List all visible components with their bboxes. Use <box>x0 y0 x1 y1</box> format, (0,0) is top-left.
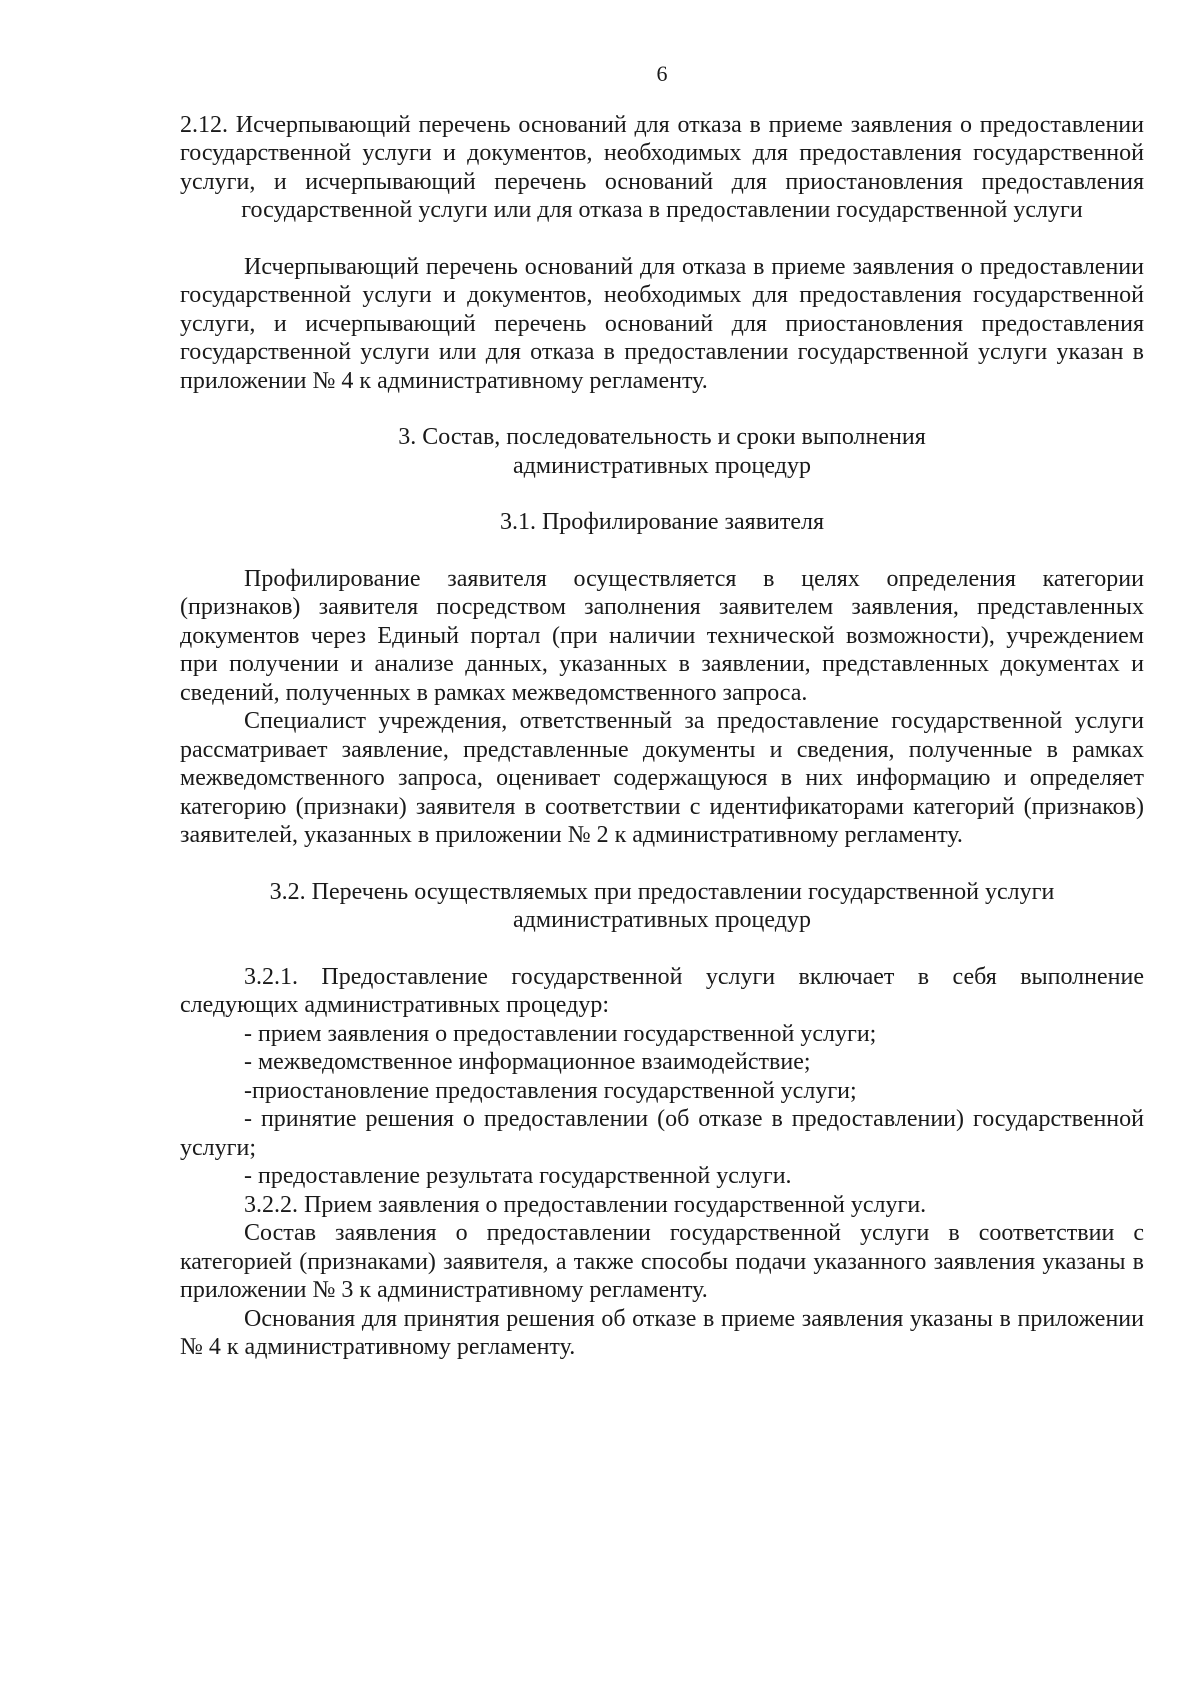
spacer <box>180 537 1144 565</box>
section-3-heading <box>180 423 1144 480</box>
section-3-heading-line1: 3. Состав, последовательность и сроки выполнения <box>398 424 926 450</box>
spacer <box>180 225 1144 253</box>
list-item: - предоставление результата государственной услуги. <box>244 1163 792 1189</box>
section-3-2-1-intro: 3.2.1. Предоставление государственной услуги включает в себя выполнение следующих административных процедур: <box>180 963 1144 1018</box>
page-number: 6 <box>656 61 668 86</box>
spacer <box>180 480 1144 508</box>
section-3-1-heading: 3.1. Профилирование заявителя <box>499 509 825 535</box>
procedure-list <box>180 1020 1144 1191</box>
list-item: - прием заявления о предоставлении государственной услуги; <box>244 1020 877 1047</box>
list-item: - принятие решения о предоставлении (об отказе в предоставлении) государственной услуги; <box>180 1106 1144 1161</box>
section-3-2-2-heading: 3.2.2. Прием заявления о предоставлении государственной услуги. <box>244 1191 927 1218</box>
section-3-1-paragraph-2: Специалист учреждения, ответственный за предоставление государственной услуги рассматривает заявление, представленные документы и сведения, полученные в рамках межведомственного запроса, оценивает содержащуюся в них информацию и определяет категорию (признаки) заявителя в соответствии с идентификаторами категорий (признаков) заявителей, указанных в приложении № 2 к административному регламенту. <box>180 708 1144 848</box>
spacer <box>180 935 1144 963</box>
section-2-12-heading: 2.12. Исчерпывающий перечень оснований для отказа в приеме заявления о предоставлении государственной услуги и документов, необходимых для предоставления государственной услуги, и исчерпывающий перечень оснований для приостановления предоставления государственной услуги или для отказа в предоставлении государственной услуги <box>180 111 1144 223</box>
spacer <box>180 850 1144 878</box>
section-2-12-paragraph: Исчерпывающий перечень оснований для отказа в приеме заявления о предоставлении государственной услуги и документов, необходимых для предоставления государственной услуги, и исчерпывающий перечень оснований для приостановления предоставления государственной услуги или для отказа в предоставлении государственной услуги указан в приложении № 4 к административному регламенту. <box>180 253 1144 394</box>
spacer <box>180 395 1144 423</box>
section-3-2-2-composition: Состав заявления о предоставлении государственной услуги в соответствии с категорией (признаками) заявителя, а также способы подачи указанного заявления указаны в приложении № 3 к административному регламенту. <box>180 1220 1144 1303</box>
section-3-2-heading-line1: 3.2. Перечень осуществляемых при предоставлении государственной услуги <box>269 878 1055 905</box>
section-3-2-heading <box>180 878 1144 935</box>
section-3-2-heading-line2: административных процедур <box>513 907 811 933</box>
list-item: - межведомственное информационное взаимодействие; <box>244 1049 811 1075</box>
section-3-heading-line2: административных процедур <box>513 452 811 479</box>
section-3-1-paragraph-1: Профилирование заявителя осуществляется в целях определения категории (признаков) заявителя посредством заполнения заявителем заявления, представленных документов через Единый портал (при наличии технической возможности), учреждением при получении и анализе данных, указанных в заявлении, представленных документах и сведений, полученных в рамках межведомственного запроса. <box>180 565 1144 706</box>
list-item: -приостановление предоставления государственной услуги; <box>244 1077 857 1104</box>
document-page <box>180 60 1144 1362</box>
section-3-2-2-grounds: Основания для принятия решения об отказе в приеме заявления указаны в приложении № 4 к административному регламенту. <box>180 1305 1144 1360</box>
